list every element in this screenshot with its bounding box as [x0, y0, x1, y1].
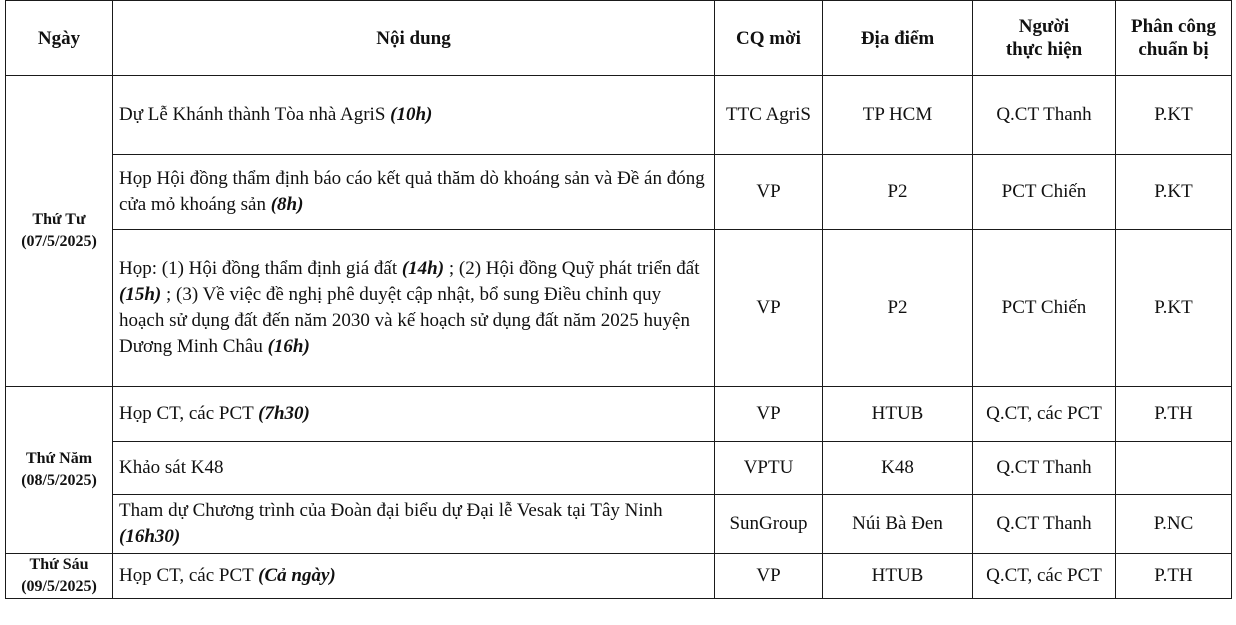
person-cell: Q.CT, các PCT [973, 387, 1116, 442]
header-row [6, 1, 1232, 76]
day-date: (07/5/2025) [21, 233, 97, 250]
content-cell [113, 387, 715, 442]
place-cell: K48 [823, 442, 973, 495]
content-text: Họp Hội đồng thẩm định báo cáo kết quả thăm dò khoáng sản và Đề án đóng cửa mỏ khoáng sản [119, 168, 705, 215]
content-cell [113, 495, 715, 554]
content-text: Dự Lễ Khánh thành Tòa nhà AgriS [119, 104, 391, 125]
place-cell: P2 [823, 230, 973, 387]
content-text: Họp CT, các PCT [119, 403, 259, 424]
person-cell: Q.CT Thanh [973, 442, 1116, 495]
table-row [6, 230, 1232, 387]
prep-cell: P.TH [1116, 554, 1232, 599]
place-cell: TP HCM [823, 76, 973, 155]
header-day: Ngày [6, 1, 113, 76]
place-cell: P2 [823, 155, 973, 230]
prep-cell: P.KT [1116, 230, 1232, 387]
person-cell: Q.CT, các PCT [973, 554, 1116, 599]
person-cell: PCT Chiến [973, 230, 1116, 387]
content-cell [113, 230, 715, 387]
prep-cell: P.KT [1116, 76, 1232, 155]
table-row [6, 442, 1232, 495]
content-cell [113, 554, 715, 599]
person-cell: Q.CT Thanh [973, 76, 1116, 155]
header-preparation [1116, 1, 1232, 76]
day-cell-friday [6, 554, 113, 599]
place-cell: HTUB [823, 554, 973, 599]
content-cell [113, 442, 715, 495]
content-text: ; (3) Về việc đề nghị phê duyệt cập nhật, bổ sung Điều chỉnh quy hoạch sử dụng đất đến năm 2030 và kế hoạch sử dụng đất năm 2025 huyện Dương Minh Châu [119, 284, 690, 357]
header-person-line2: thực hiện [1005, 39, 1083, 60]
header-location: Địa điểm [823, 1, 973, 76]
table-row [6, 495, 1232, 554]
content-cell [113, 76, 715, 155]
place-cell: HTUB [823, 387, 973, 442]
cq-cell: SunGroup [715, 495, 823, 554]
time-text: (7h30) [258, 403, 310, 424]
day-date: (09/5/2025) [21, 578, 97, 595]
time-text: (Cả ngày) [258, 565, 336, 586]
prep-cell: P.KT [1116, 155, 1232, 230]
table-row [6, 387, 1232, 442]
table-row [6, 554, 1232, 599]
content-text: Họp CT, các PCT [119, 565, 259, 586]
content-text: ; (2) Hội đồng Quỹ phát triển đất [444, 258, 700, 279]
prep-cell [1116, 442, 1232, 495]
day-cell-thursday [6, 387, 113, 554]
cq-cell: VPTU [715, 442, 823, 495]
cq-cell: VP [715, 387, 823, 442]
time-text: (10h) [390, 104, 433, 125]
time-text: (15h) [119, 284, 162, 305]
prep-cell: P.TH [1116, 387, 1232, 442]
cq-cell: VP [715, 230, 823, 387]
cq-cell: TTC AgriS [715, 76, 823, 155]
content-text: Họp: (1) Hội đồng thẩm định giá đất [119, 258, 402, 279]
day-date: (08/5/2025) [21, 472, 97, 489]
header-person-line1: Người [1018, 16, 1070, 37]
time-text: (16h) [267, 336, 310, 357]
header-prep-line1: Phân công [1131, 16, 1216, 37]
cq-cell: VP [715, 155, 823, 230]
prep-cell: P.NC [1116, 495, 1232, 554]
header-person [973, 1, 1116, 76]
day-name: Thứ Tư [32, 211, 86, 228]
cq-cell: VP [715, 554, 823, 599]
header-prep-line2: chuẩn bị [1138, 39, 1209, 60]
content-text: Khảo sát K48 [119, 457, 224, 478]
schedule-table [5, 0, 1232, 599]
content-text: Tham dự Chương trình của Đoàn đại biểu dự Đại lễ Vesak tại Tây Ninh [119, 500, 663, 521]
table-row [6, 76, 1232, 155]
header-inviting-agency: CQ mời [715, 1, 823, 76]
day-name: Thứ Năm [25, 450, 93, 467]
day-name: Thứ Sáu [29, 556, 89, 573]
place-cell: Núi Bà Đen [823, 495, 973, 554]
person-cell: PCT Chiến [973, 155, 1116, 230]
day-cell-wednesday [6, 76, 113, 387]
header-content: Nội dung [113, 1, 715, 76]
content-cell [113, 155, 715, 230]
person-cell: Q.CT Thanh [973, 495, 1116, 554]
table-row [6, 155, 1232, 230]
time-text: (14h) [401, 258, 445, 279]
time-text: (16h30) [119, 526, 181, 547]
time-text: (8h) [270, 194, 304, 215]
